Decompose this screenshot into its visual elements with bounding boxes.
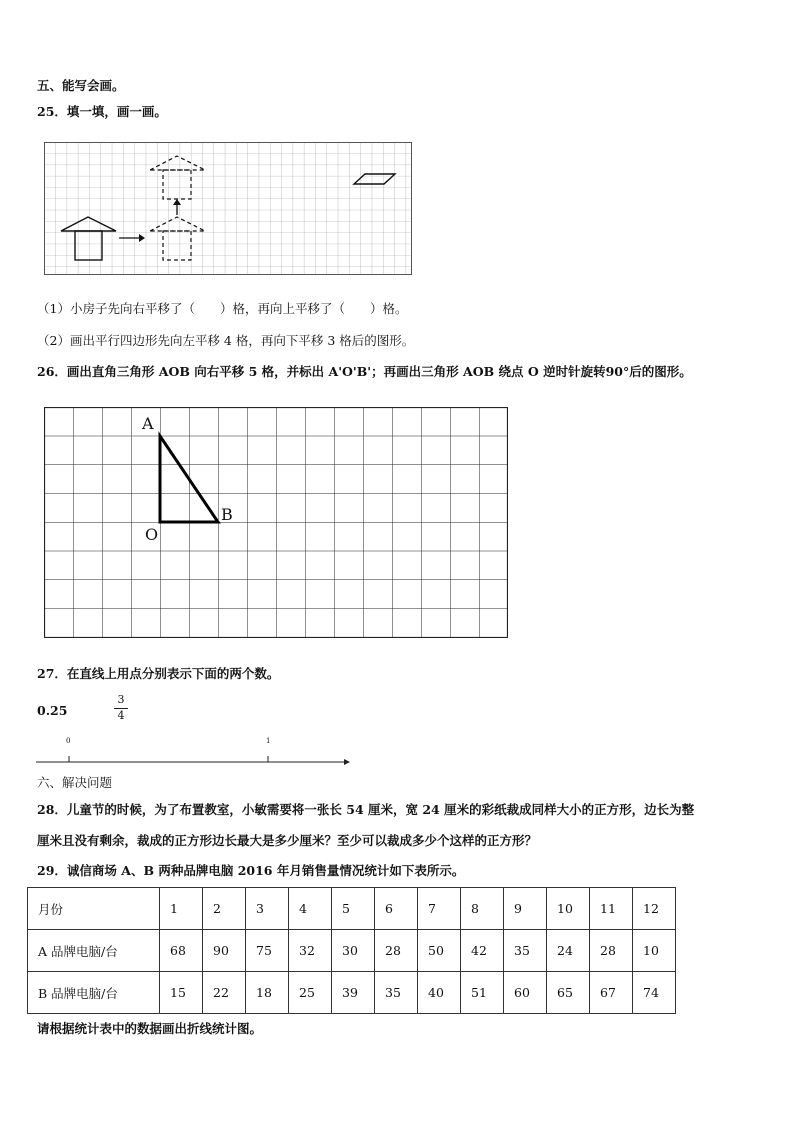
q27-title: 27．在直线上用点分别表示下面的两个数。 (37, 666, 280, 681)
value-cell: 28 (375, 930, 418, 972)
label-o: O (145, 525, 159, 544)
value-cell: 25 (289, 972, 332, 1014)
q29-title: 29．诚信商场 A、B 两种品牌电脑 2016 年月销售量情况统计如下表所示。 (37, 863, 465, 878)
value-cell: 28 (590, 930, 633, 972)
number-line (36, 752, 352, 768)
value-cell: 50 (418, 930, 461, 972)
month-cell: 6 (375, 888, 418, 930)
month-cell: 9 (504, 888, 547, 930)
month-cell: 7 (418, 888, 461, 930)
value-cell: 10 (633, 930, 676, 972)
table-row (28, 930, 676, 972)
q26-grid-figure (44, 407, 508, 638)
month-cell: 1 (160, 888, 203, 930)
month-cell: 11 (590, 888, 633, 930)
month-cell: 12 (633, 888, 676, 930)
number-0-25: 0.25 (37, 703, 68, 718)
month-cell: 8 (461, 888, 504, 930)
q26-grid (45, 408, 508, 638)
value-cell: 74 (633, 972, 676, 1014)
value-cell: 32 (289, 930, 332, 972)
q25-grid-figure (44, 142, 412, 275)
table-row (28, 888, 676, 930)
label-b: B (221, 505, 233, 524)
value-cell: 35 (504, 930, 547, 972)
value-cell: 60 (504, 972, 547, 1014)
value-cell: 15 (160, 972, 203, 1014)
month-cell: 5 (332, 888, 375, 930)
row-label-a: A 品牌电脑/台 (28, 930, 160, 972)
q25-sub1: （1）小房子先向右平移了（ ）格，再向上平移了（ ）格。 (37, 301, 408, 316)
q25-grid (45, 143, 412, 275)
q26-title: 26．画出直角三角形 AOB 向右平移 5 格，并标出 A'O'B'；再画出三角形 AOB 绕点 O 逆时针旋转90°后的图形。 (37, 364, 692, 379)
value-cell: 18 (246, 972, 289, 1014)
value-cell: 42 (461, 930, 504, 972)
value-cell: 22 (203, 972, 246, 1014)
q28-line1: 28．儿童节的时候，为了布置教室，小敏需要将一张长 54 厘米，宽 24 厘米的彩纸裁成同样大小的正方形，边长为整 (37, 802, 695, 817)
section-6-heading: 六、解决问题 (37, 775, 113, 790)
fraction-numerator: 3 (117, 693, 125, 706)
month-cell: 4 (289, 888, 332, 930)
q29-instruction: 请根据统计表中的数据画出折线统计图。 (37, 1021, 263, 1036)
table-header-label: 月份 (28, 888, 160, 930)
value-cell: 51 (461, 972, 504, 1014)
value-cell: 35 (375, 972, 418, 1014)
value-cell: 65 (547, 972, 590, 1014)
month-cell: 2 (203, 888, 246, 930)
q25-sub2: （2）画出平行四边形先向左平移 4 格，再向下平移 3 格后的图形。 (37, 333, 415, 348)
month-cell: 10 (547, 888, 590, 930)
month-cell: 3 (246, 888, 289, 930)
value-cell: 75 (246, 930, 289, 972)
fraction-denominator: 4 (114, 708, 128, 722)
value-cell: 39 (332, 972, 375, 1014)
tick-label-0: 0 (66, 737, 71, 745)
value-cell: 67 (590, 972, 633, 1014)
q25-title: 25．填一填，画一画。 (37, 104, 167, 119)
value-cell: 68 (160, 930, 203, 972)
label-a: A (142, 414, 154, 433)
table-row (28, 972, 676, 1014)
row-label-b: B 品牌电脑/台 (28, 972, 160, 1014)
q28-line2: 厘米且没有剩余，裁成的正方形边长最大是多少厘米？至少可以裁成多少个这样的正方形？ (37, 833, 538, 848)
value-cell: 40 (418, 972, 461, 1014)
value-cell: 90 (203, 930, 246, 972)
value-cell: 24 (547, 930, 590, 972)
section-5-heading: 五、能写会画。 (37, 78, 125, 93)
tick-label-1: 1 (266, 737, 271, 745)
sales-table (27, 887, 676, 1014)
value-cell: 30 (332, 930, 375, 972)
